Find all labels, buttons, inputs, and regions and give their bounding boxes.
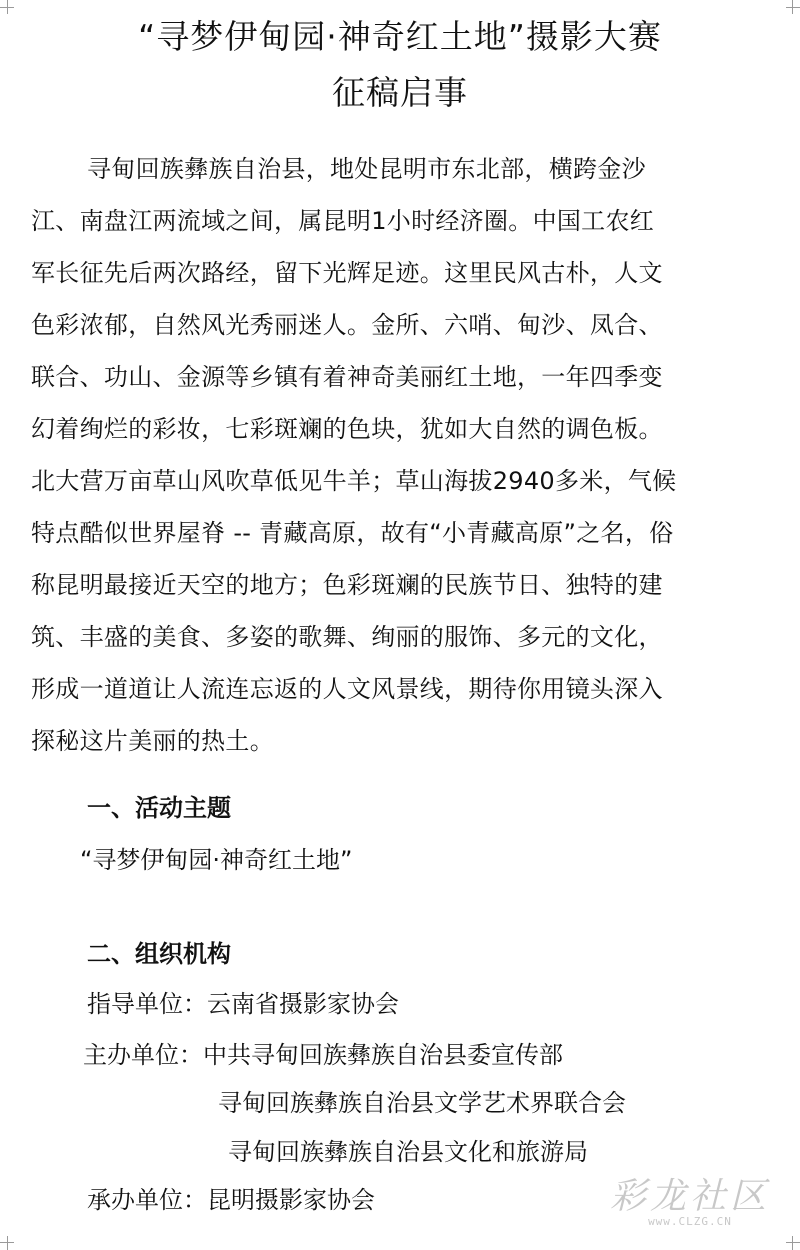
intro-line: 色彩浓郁，自然风光秀丽迷人。金所、六哨、甸沙、凤合、 [31, 311, 663, 339]
watermark-text: 彩龙社区 [609, 1176, 770, 1217]
intro-line: 北大营万亩草山风吹草低见牛羊；草山海拔2940多米，气候 [31, 467, 677, 495]
crop-mark-tl-v [7, 0, 8, 14]
watermark-url: www.CLZG.CN [648, 1215, 732, 1228]
intro-line: 形成一道道让人流连忘返的人文风景线，期待你用镜头深入 [31, 675, 663, 703]
intro-line: 寻甸回族彝族自治县，地处昆明市东北部，横跨金沙 [87, 155, 646, 183]
intro-paragraph [0, 153, 800, 755]
intro-line: 江、南盘江两流域之间，属昆明1小时经济圈。中国工农红 [31, 207, 655, 235]
crop-mark-tr-v [792, 0, 793, 14]
document-title: “寻梦伊甸园·神奇红土地”摄影大赛 [138, 17, 662, 56]
crop-mark-tr-h [786, 7, 800, 8]
host-unit-2: 寻甸回族彝族自治县文学艺术界联合会 [218, 1089, 626, 1117]
guide-unit: 指导单位：云南省摄影家协会 [87, 990, 399, 1018]
intro-line: 探秘这片美丽的热土。 [31, 727, 274, 755]
section-heading-theme: 一、活动主题 [87, 794, 231, 822]
organizer-unit: 承办单位：昆明摄影家协会 [87, 1186, 375, 1214]
document-subtitle: 征稿启事 [332, 73, 468, 112]
section-heading-organization: 二、组织机构 [87, 940, 231, 968]
host-unit: 主办单位：中共寻甸回族彝族自治县委宣传部 [83, 1041, 563, 1069]
watermark-logo [610, 1168, 770, 1228]
host-unit-3: 寻甸回族彝族自治县文化和旅游局 [228, 1138, 588, 1166]
intro-line: 称昆明最接近天空的地方；色彩斑斓的民族节日、独特的建 [31, 571, 663, 599]
intro-line: 筑、丰盛的美食、多姿的歌舞、绚丽的服饰、多元的文化， [31, 623, 663, 651]
intro-line: 联合、功山、金源等乡镇有着神奇美丽红土地，一年四季变 [31, 363, 663, 391]
intro-line: 特点酷似世界屋脊 -- 青藏高原，故有“小青藏高原”之名，俗 [31, 519, 674, 547]
theme-text: “寻梦伊甸园·神奇红土地” [80, 846, 353, 874]
crop-mark-bl-v [7, 1236, 8, 1250]
intro-line: 军长征先后两次路经，留下光辉足迹。这里民风古朴，人文 [31, 259, 663, 287]
intro-line: 幻着绚烂的彩妆，七彩斑斓的色块，犹如大自然的调色板。 [31, 415, 663, 443]
crop-mark-br-v [792, 1236, 793, 1250]
crop-mark-br-h [786, 1242, 800, 1243]
